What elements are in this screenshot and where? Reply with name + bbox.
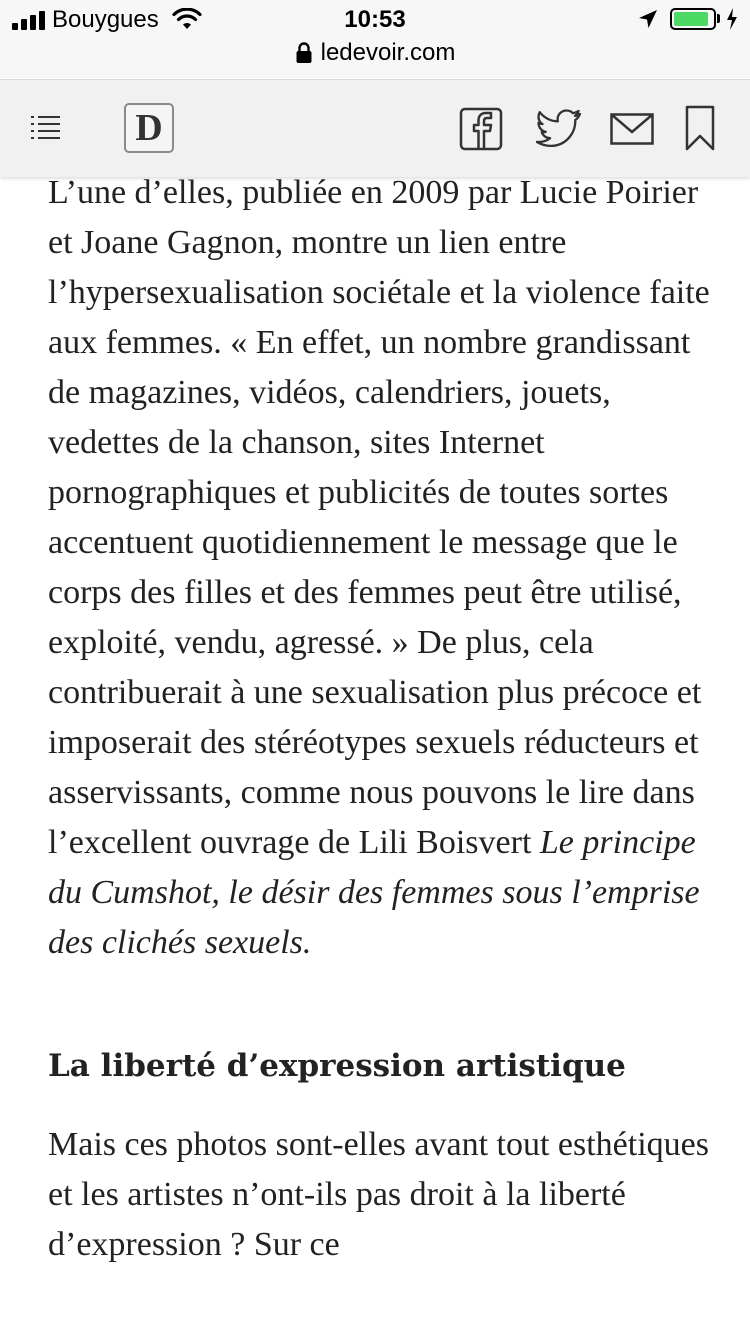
menu-list-icon bbox=[31, 115, 61, 141]
menu-button[interactable] bbox=[24, 108, 68, 148]
bookmark-icon bbox=[685, 105, 715, 151]
lock-icon bbox=[295, 42, 313, 64]
carrier-name: Bouygues bbox=[52, 6, 159, 33]
status-bar bbox=[0, 0, 750, 78]
battery-icon bbox=[670, 8, 716, 30]
twitter-icon bbox=[536, 109, 582, 149]
article-toolbar bbox=[0, 79, 750, 177]
facebook-icon bbox=[459, 107, 503, 151]
facebook-share-button[interactable] bbox=[458, 106, 504, 152]
location-arrow-icon bbox=[638, 9, 658, 29]
le-devoir-logo-button[interactable]: D bbox=[124, 103, 174, 153]
address-url: ledevoir.com bbox=[320, 39, 456, 66]
article-paragraph bbox=[48, 168, 718, 968]
book-title: Le principe du Cumshot, le désir des femmes sous l’emprise des clichés sexuels. bbox=[48, 824, 700, 961]
article-paragraph-2: Mais ces photos sont-elles avant tout esthétiques et les artistes n’ont-ils pas droit à la liberté d’expression ? Sur ce bbox=[48, 1126, 709, 1263]
paragraph-text: L’une d’elles, publiée en 2009 par Lucie Poirier et Joane Gagnon, montre un lien entre l’hypersexualisation sociétale et la violence faite aux femmes. « En effet, un nombre grandissant de magazines, vidéos, calendriers, jouets, vedettes de la chanson, sites Internet pornographiques et publicités de toutes sortes accentuent quotidiennement le message que le corps des filles et des femmes peut être utilisé, exploité, vendu, agressé. » De plus, cela contribuerait à une sexualisation plus précoce et imposerait des stéréotypes sexuels réducteurs et asservissants, comme nous pouvons le lire dans l’excellent ouvrage de Lili Boisvert bbox=[48, 174, 710, 861]
bookmark-button[interactable] bbox=[684, 104, 716, 152]
battery-cap bbox=[717, 14, 720, 23]
article-body bbox=[48, 168, 718, 1270]
twitter-share-button[interactable] bbox=[534, 106, 584, 152]
email-share-button[interactable] bbox=[608, 110, 656, 148]
section-heading: La liberté d’expression artistique bbox=[48, 1048, 626, 1084]
charging-icon bbox=[726, 8, 738, 30]
mail-icon bbox=[610, 113, 654, 145]
address-bar[interactable] bbox=[0, 38, 750, 68]
status-time: 10:53 bbox=[344, 6, 406, 33]
